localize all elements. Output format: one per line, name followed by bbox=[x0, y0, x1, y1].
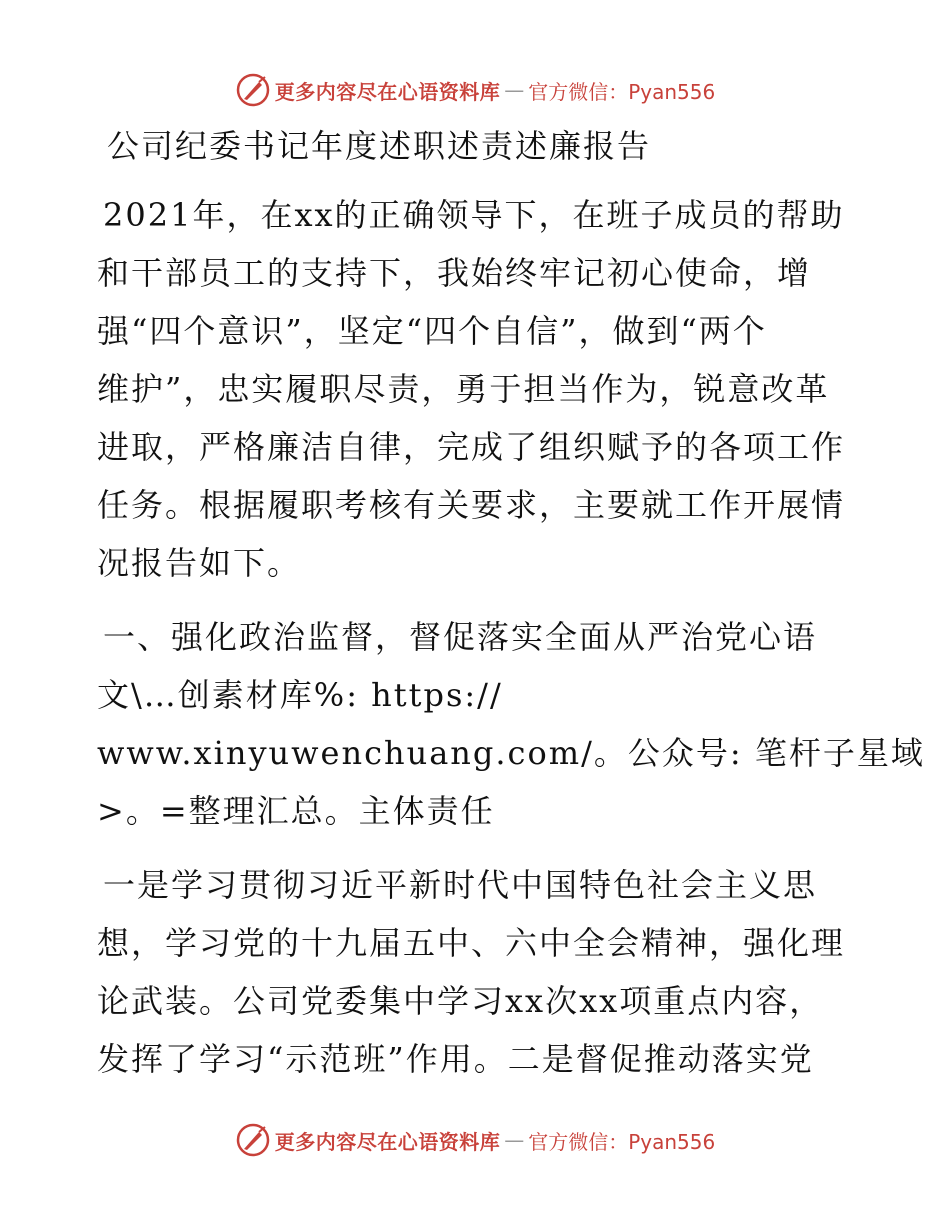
paragraph-line: 文\…创素材库%: https:// bbox=[97, 676, 503, 714]
watermark-text: 更多内容尽在心语资料库 bbox=[274, 1129, 501, 1154]
paragraph-line: 强“四个意识”，坚定“四个自信”，做到“两个 bbox=[97, 312, 767, 350]
paragraph-line: www.xinyuwenchuang.com/。公众号: 笔杆子星域 bbox=[97, 734, 925, 772]
paragraph-line: >。=整理汇总。主体责任 bbox=[97, 792, 495, 830]
paragraph-line: 况报告如下。 bbox=[97, 544, 302, 582]
document-body bbox=[97, 122, 925, 1088]
quill-pen-logo-icon bbox=[235, 1122, 271, 1158]
watermark-separator: — bbox=[504, 1128, 525, 1152]
paragraph-section-one bbox=[97, 608, 925, 840]
header-watermark bbox=[0, 72, 950, 108]
watermark-wechat: 官方微信：Pyan556 bbox=[528, 1129, 716, 1154]
paragraph-line: 论武装。公司党委集中学习xx次xx项重点内容， bbox=[97, 982, 824, 1020]
paragraph-line: 进取，严格廉洁自律，完成了组织赋予的各项工作 bbox=[97, 428, 846, 466]
paragraph-line: 2021年，在xx的正确领导下，在班子成员的帮助 bbox=[103, 196, 845, 234]
paragraph-line: 想，学习党的十九届五中、六中全会精神，强化理 bbox=[97, 924, 846, 962]
document-title: 公司纪委书记年度述职述责述廉报告 bbox=[107, 127, 652, 165]
paragraph-line: 一是学习贯彻习近平新时代中国特色社会主义思 bbox=[103, 866, 818, 904]
watermark-separator: — bbox=[504, 78, 525, 102]
paragraph-intro bbox=[97, 186, 857, 592]
paragraph-line: 发挥了学习“示范班”作用。二是督促推动落实党 bbox=[97, 1040, 814, 1078]
paragraph-line: 和干部员工的支持下，我始终牢记初心使命，增 bbox=[97, 254, 812, 292]
paragraph-line: 任务。根据履职考核有关要求，主要就工作开展情 bbox=[97, 486, 846, 524]
quill-pen-logo-icon bbox=[235, 72, 271, 108]
paragraph-point-one bbox=[97, 856, 857, 1088]
paragraph-line: 维护”，忠实履职尽责，勇于担当作为，锐意改革 bbox=[97, 370, 830, 408]
watermark-text: 更多内容尽在心语资料库 bbox=[274, 79, 501, 104]
footer-watermark bbox=[0, 1122, 950, 1158]
paragraph-line: 一、强化政治监督，督促落实全面从严治党心语 bbox=[103, 618, 818, 656]
watermark-wechat: 官方微信：Pyan556 bbox=[528, 79, 716, 104]
